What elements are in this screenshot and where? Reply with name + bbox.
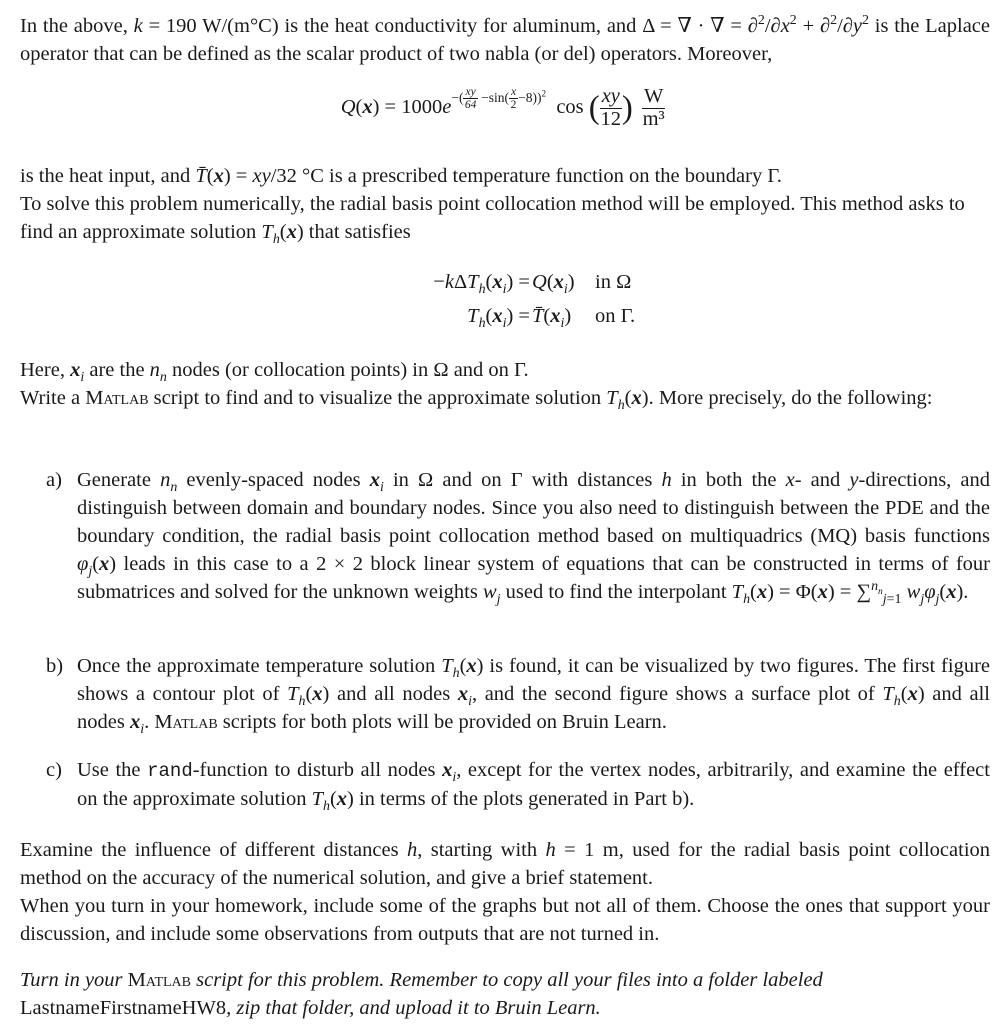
intro-paragraph: In the above, k = 190 W/(m°C) is the heat conductivity for aluminum, and Δ = ∇ · ∇ = $\partial^2/\partial x^2 + \partial^2/\partial y^2$ is the Laplace operator that can be defined as the scalar product of two nabla (or del) operators. Moreover, (20, 13, 990, 65)
list-text-c: Use the rand-function to disturb all nodes $x_i$, except for the vertex nodes, arbitrarily, and examine the effect on the approximate solution $T_h(x)$ in terms of the plots generated in Part b). (77, 759, 990, 815)
collocation-equations (360, 268, 660, 336)
turn-in-instructions: Turn in your Matlab script for this problem. Remember to copy all your files into a folder labeled LastnameFirstnameHW8, zip that folder, and upload it to Bruin Learn. (20, 969, 823, 1019)
list-label-a: a) (46, 469, 62, 491)
list-text-b: Once the approximate temperature solution $T_h(x)$ is found, it can be visualized by two figures. The first figure shows a contour plot of $T_h(x)$ and all nodes $x_i$, and the second figure shows a surface plot of $T_h(x)$ and all nodes $x_i$. Matlab scripts for both plots will be provided on Bruin Learn. (77, 655, 990, 738)
list-item-a (46, 466, 990, 627)
list-item-b (46, 652, 990, 757)
heat-input-equation: $Q(x) = 1000e^{-( \frac{xy}{64} -sin( \frac{x}{2} -8))^2}$ cos ( $\frac{xy}{12}$ ) $\frac{W}{\text{m³}}$ (340, 85, 665, 130)
task-paragraph: Here, $x_i$ are the $n_n$ nodes (or collocation points) in Ω and on Γ. Write a Matlab script to find and to visualize the approximate solution $T_h(x)$. More precisely, do the following: (20, 359, 933, 414)
equation-row-boundary: $T_h(x_i)$ = $T̄(x_i)$ on Γ. (467, 305, 636, 332)
list-text-a: Generate $n_n$ evenly-spaced nodes $x_i$ in Ω and on Γ with distances h in both the x- and y-directions, and distinguish between domain and boundary nodes. Since you also need to distinguish between the PDE and the boundary condition, the radial basis point collocation method based on multiquadrics (MQ) basis functions $\varphi_j(x)$ leads in this case to a 2 × 2 block linear system of equations that can be constructed in terms of four submatrices and solved for the unknown weights $w_j$ used to find the interpolant $T_h(x) = \Phi(x) = \sum^{n_n}_{j=1}$ $w_j\varphi_j(x)$. (77, 469, 991, 608)
problem-statement: is the heat input, and T̄(x) = xy/32 °C is a prescribed temperature function on the boundary Γ. To solve this problem numerically, the radial basis point collocation method will be employed. This method asks to find an approximate solution $T_h(x)$ that satisfies (20, 165, 965, 248)
list-item-c (46, 756, 990, 834)
examine-paragraph: Examine the influence of different distances h, starting with h = 1 m, used for the radial basis point collocation method on the accuracy of the numerical solution, and give a brief statement. When you turn in your homework, include some of the graphs but not all of them. Choose the ones that support your discussion, and include some observations from outputs that are not turned in. (20, 839, 991, 945)
equation-row-pde: $-k\Delta T_h(x_i)$ = $Q(x_i)$ in Ω (433, 271, 632, 298)
list-label-b: b) (46, 655, 64, 677)
list-label-c: c) (46, 759, 62, 781)
